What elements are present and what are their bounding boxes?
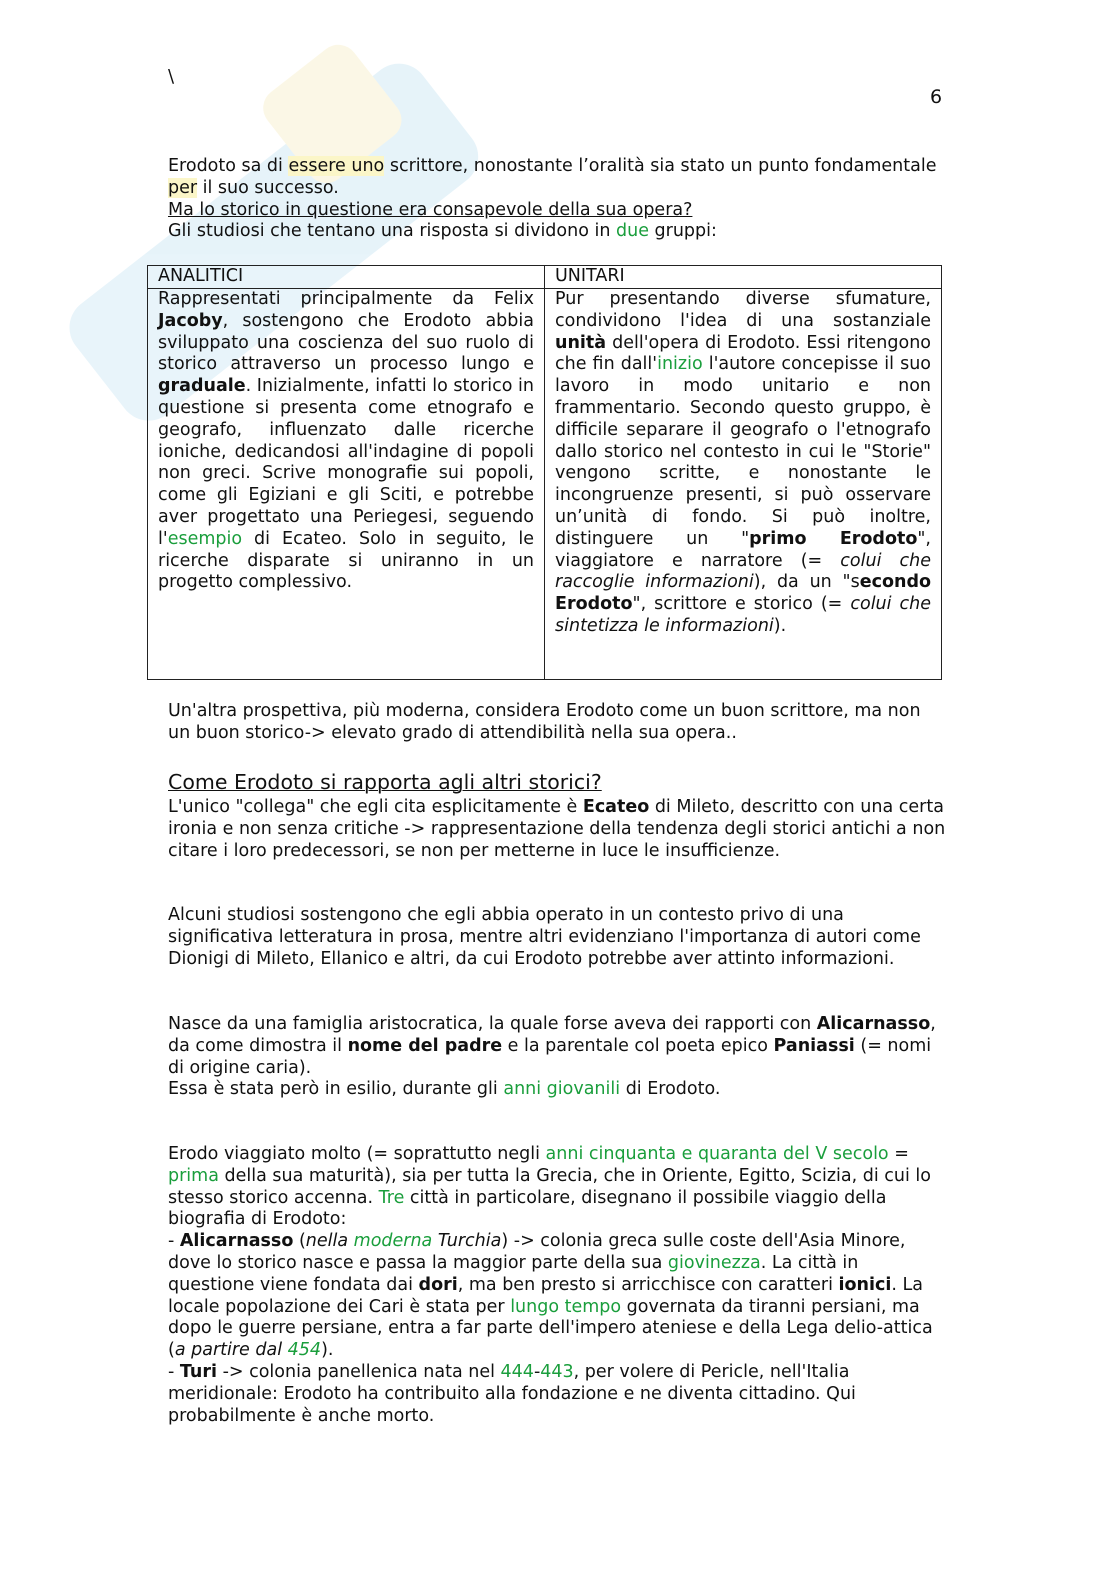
paragraph-studiosi: Alcuni studiosi sostengono che egli abbia operato in un contesto privo di una significativa letteratura in prosa, mentre altri evidenziano l'importanza di autori come Dionigi di Mileto, Ellanico e altri, da cui Erodoto potrebbe aver attinto informazioni. [168,905,921,969]
section-title: Come Erodoto si rapporta agli altri storici? [168,770,602,794]
column-header-analitici: ANALITICI [148,266,545,289]
comparison-table [147,265,942,680]
paragraph-viaggi: Erodo viaggiato molto (= soprattutto negli anni cinquanta e quaranta del V secolo = prima della sua maturità), sia per tutta la Grecia, che in Oriente, Egitto, Scizia, di cui lo stesso storico accenna. Tre città in particolare, disegnano il possibile viaggio della biografia di Erodoto: - Alicarnasso (nella moderna Turchia) -> colonia greca sulle coste dell'Asia Minore, dove lo storico nasce e passa la maggior parte della sua giovinezza. La città in questione viene fondata dai dori, ma ben presto si arricchisce con caratteri ionici. La locale popolazione dei Cari è stata per lungo tempo governata da tiranni persiani, ma dopo le guerre persiane, entra a far parte dell'impero ateniese e della Lega delio-attica (a partire dal 454). - Turi -> colonia panellenica nata nel 444-443, per volere di Pericle, nell'Italia meridionale: Erodoto ha contribuito alla fondazione e ne diventa cittadino. Qui probabilmente è anche morto. [168,1144,948,1427]
column-header-unitari: UNITARI [545,266,942,289]
paragraph-collega: L'unico "collega" che egli cita esplicitamente è Ecateo di Mileto, descritto con una certa ironia e non senza critiche -> rappresentazione della tendenza degli storici antichi a non citare i loro predecessori, se non per metterne in luce le insufficienze. [168,797,946,861]
cell-unitari: Pur presentando diverse sfumature, condividono l'idea di una sostanziale unità dell'opera di Erodoto. Essi ritengono che fin dall'inizio l'autore concepisse il suo lavoro in modo unitario e non frammentario. Secondo questo gruppo, è difficile separare il geografo o l'etnografo dallo storico nel contesto in cui le "Storie" vengono scritte, e nonostante le incongruenze presenti, si può osservare un’unità di fondo. Si può inoltre, distinguere un "primo Erodoto", viaggiatore e narratore (= colui che raccoglie informazioni), da un "secondo Erodoto", scrittore e storico (= colui che sintetizza le informazioni). [545,289,942,680]
top-mark: \ [168,66,175,87]
cell-analitici: Rappresentati principalmente da Felix Jacoby, sostengono che Erodoto abbia sviluppato una coscienza del suo ruolo di storico attraverso un processo lungo e graduale. Inizialmente, infatti lo storico in questione si presenta come etnografo e geografo, influenzato dalle ricerche ioniche, dedicandosi all'indagine di popoli non greci. Scrive monografie sui popoli, come gli Egiziani e gli Sciti, e potrebbe aver progettato una Periegesi, seguendo l'esempio di Ecateo. Solo in seguito, le ricerche disparate si uniranno in un progetto complessivo. [148,289,545,680]
list-item: - Turi -> colonia panellenica nata nel 444-443, per volere di Pericle, nell'Italia meridionale: Erodoto ha contribuito alla fondazione e ne diventa cittadino. Qui probabilmente è anche morto. [168,1361,856,1426]
question-line: Ma lo storico in questione era consapevole della sua opera? [168,199,693,220]
page-number: 6 [930,86,943,108]
list-item: - Alicarnasso (nella moderna Turchia) -> colonia greca sulle coste dell'Asia Minore, dove lo storico nasce e passa la maggior parte della sua giovinezza. La città in questione viene fondata dai dori, ma ben presto si arricchisce con caratteri ionici. La locale popolazione dei Cari è stata per lungo tempo governata da tiranni persiani, ma dopo le guerre persiane, entra a far parte dell'impero ateniese e della Lega delio-attica (a partire dal 454). [168,1231,933,1361]
after-table-paragraph: Un'altra prospettiva, più moderna, considera Erodoto come un buon scrittore, ma non un buon storico-> elevato grado di attendibilità nella sua opera.. [168,701,921,743]
paragraph-famiglia: Nasce da una famiglia aristocratica, la quale forse aveva dei rapporti con Alicarnasso, da come dimostra il nome del padre e la parentale col poeta epico Paniassi (= nomi di origine caria). Essa è stata però in esilio, durante gli anni giovanili di Erodoto. [168,1014,936,1100]
intro-paragraph: Erodoto sa di essere uno scrittore, nonostante l’oralità sia stato un punto fondamentale per il suo successo. Ma lo storico in questione era consapevole della sua opera? Gli studiosi che tentano una risposta si dividono in due gruppi: [168,156,948,243]
